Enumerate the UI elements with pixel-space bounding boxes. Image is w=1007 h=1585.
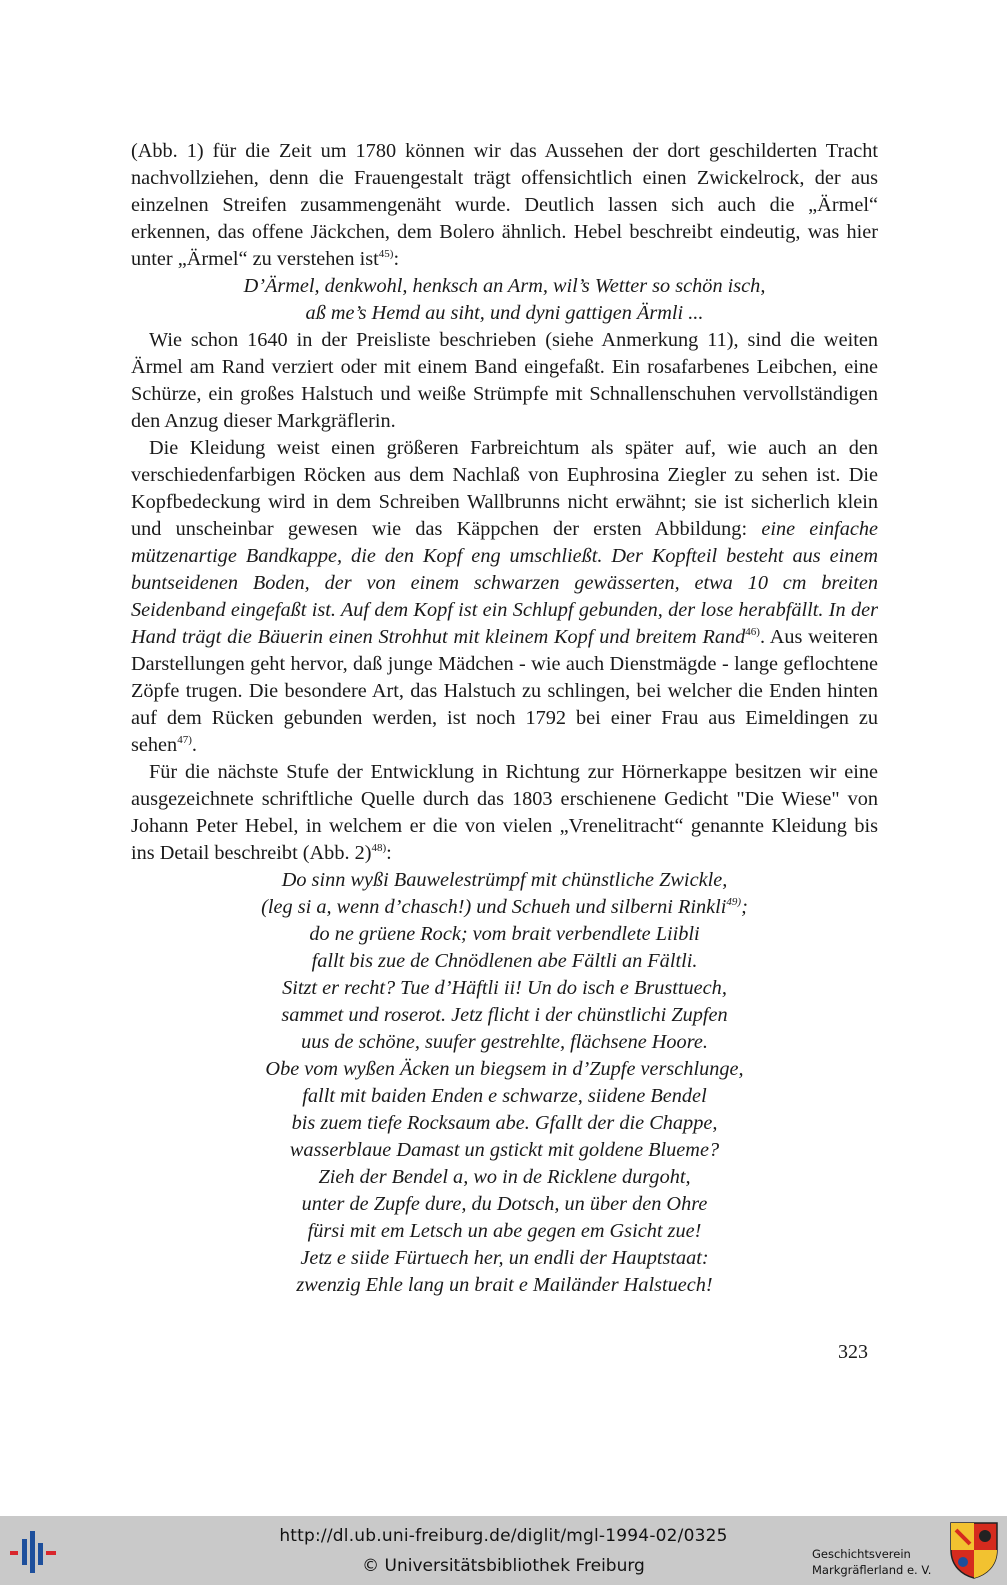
poem-line: Obe vom wyßen Äcken un biegsem in d’Zupfe verschlunge, — [265, 1058, 744, 1080]
footer-bar — [0, 1516, 1007, 1585]
footnote-marker: 48) — [371, 842, 387, 855]
poem-line-text: (leg si a, wenn d’chasch!) und Schueh und silberni Rinkli — [261, 896, 727, 918]
poem-line: fallt bis zue de Chnödlenen abe Fältli an Fältli. — [311, 950, 698, 972]
punctuation: : — [386, 842, 392, 864]
footnote-marker: 46) — [745, 626, 760, 639]
paragraph-4 — [131, 759, 878, 867]
paragraph-1 — [131, 138, 878, 273]
poem — [131, 867, 878, 1299]
poem-line: unter de Zupfe dure, du Dotsch, un über den Ohre — [301, 1193, 708, 1215]
page-number: 323 — [838, 1341, 868, 1363]
footnote-marker: 45) — [378, 248, 394, 261]
punctuation: ; — [741, 896, 748, 918]
punctuation: : — [393, 248, 400, 270]
poem-line: Jetz e siide Fürtuech her, un endli der Hauptstaat: — [300, 1247, 709, 1269]
poem-line: Sitzt er recht? Tue d’Häftli ii! Un do isch e Brusttuech, — [282, 977, 727, 999]
italic-quote: eine einfache mützenartige Bandkappe, die den Kopf eng umschließt. Der Kopfteil besteht aus einem buntseidenen Boden, der von einem schwarzen gewässerten, etwa 10 cm breiten Seidenband eingefaßt ist. Auf dem Kopf ist ein Schlupf gebunden, der lose herabfällt. In der Hand trägt die Bäuerin einen Strohhut mit kleinem Kopf und breitem Rand — [131, 518, 879, 648]
poem-line: fürsi mit em Letsch un abe gegen em Gsicht zue! — [307, 1220, 702, 1242]
verse-line: aß me’s Hemd au siht, und dyni gattigen Ärmli ... — [305, 302, 704, 324]
poem-line: bis zuem tiefe Rocksaum abe. Gfallt der die Chappe, — [291, 1112, 718, 1134]
paragraph-text: (Abb. 1) für die Zeit um 1780 können wir das Aussehen der dort geschilderten Tracht nachvollziehen, denn die Frauengestalt trägt offensichtlich einen Zwickelrock, der aus einzelnen Streifen zusammengenäht wurde. Deutlich lassen sich auch die „Ärmel“ erkennen, das offene Jäckchen, dem Bolero ähnlich. Hebel beschreibt eindeutig, was hier unter „Ärmel“ zu verstehen ist — [131, 140, 878, 270]
punctuation: . — [191, 734, 197, 756]
paragraph-text: . Aus weiteren Darstellungen geht hervor, daß junge Mädchen - wie auch Dienstmägde - lange geflochtene Zöpfe trugen. Die besondere Art, das Halstuch zu schlingen, bei welcher die Enden hinten auf dem Rücken gebunden werden, ist noch 1792 bei einer Frau aus Eimeldingen zu sehen — [131, 626, 878, 756]
poem-line: zwenzig Ehle lang un brait e Mailänder Halstuech! — [296, 1274, 713, 1296]
footnote-marker: 47) — [177, 734, 192, 747]
paragraph-text: Für die nächste Stufe der Entwicklung in Richtung zur Hörnerkappe besitzen wir eine ausgezeichnete schriftliche Quelle durch das 1803 erschienene Gedicht "Die Wiese" von Johann Peter Hebel, in welchem er die von vielen „Vrenelitracht“ genannte Kleidung bis ins Detail beschreibt (Abb. 2) — [131, 761, 878, 864]
source-url-link[interactable]: http://dl.ub.uni-freiburg.de/diglit/mgl-1994-02/0325 — [279, 1526, 728, 1546]
poem-line — [131, 894, 878, 921]
copyright-text: © Universitätsbibliothek Freiburg — [362, 1556, 645, 1576]
society-line-1: Geschichtsverein — [812, 1547, 911, 1561]
poem-line: wasserblaue Damast un gstickt mit goldene Blueme? — [289, 1139, 720, 1161]
footnote-marker: 49) — [726, 896, 742, 909]
poem-line: Do sinn wyßi Bauwelestrümpf mit chünstliche Zwickle, — [281, 869, 728, 891]
poem-line: Zieh der Bendel a, wo in de Ricklene durgoht, — [318, 1166, 691, 1188]
document-page — [131, 138, 878, 1299]
coat-of-arms-icon — [948, 1520, 1000, 1580]
poem-line: sammet und roserot. Jetz flicht i der chünstlichi Zupfen — [281, 1004, 728, 1026]
society-line-2: Markgräflerland e. V. — [812, 1563, 932, 1577]
society-name — [812, 1546, 942, 1578]
paragraph-text: Die Kleidung weist einen größeren Farbreichtum als später auf, wie auch an den verschiedenfarbigen Röcken aus dem Nachlaß von Euphrosina Ziegler zu sehen ist. Die Kopfbedeckung wird in dem Schreiben Wallbrunns nicht erwähnt; sie ist sicherlich klein und unscheinbar gewesen wie das Käppchen der ersten Abbildung: — [131, 437, 878, 540]
poem-line: do ne grüene Rock; vom brait verbendlete Liibli — [309, 923, 700, 945]
poem-line: fallt mit baiden Enden e schwarze, siidene Bendel — [302, 1085, 707, 1107]
verse-line: D’Ärmel, denkwohl, henksch an Arm, wil’s Wetter so schön isch, — [243, 275, 766, 297]
paragraph-3 — [131, 435, 878, 759]
quote-1 — [131, 273, 878, 327]
paragraph-2: Wie schon 1640 in der Preisliste beschrieben (siehe Anmerkung 11), sind die weiten Ärmel am Rand verziert oder mit einem Band eingefaßt. Ein rosafarbenes Leibchen, eine Schürze, ein großes Halstuch und weiße Strümpfe mit Schnallenschuhen vervollständigen den Anzug dieser Markgräflerin. — [131, 329, 878, 432]
poem-line: uus de schöne, suufer gestrehlte, flächsene Hoore. — [301, 1031, 708, 1053]
